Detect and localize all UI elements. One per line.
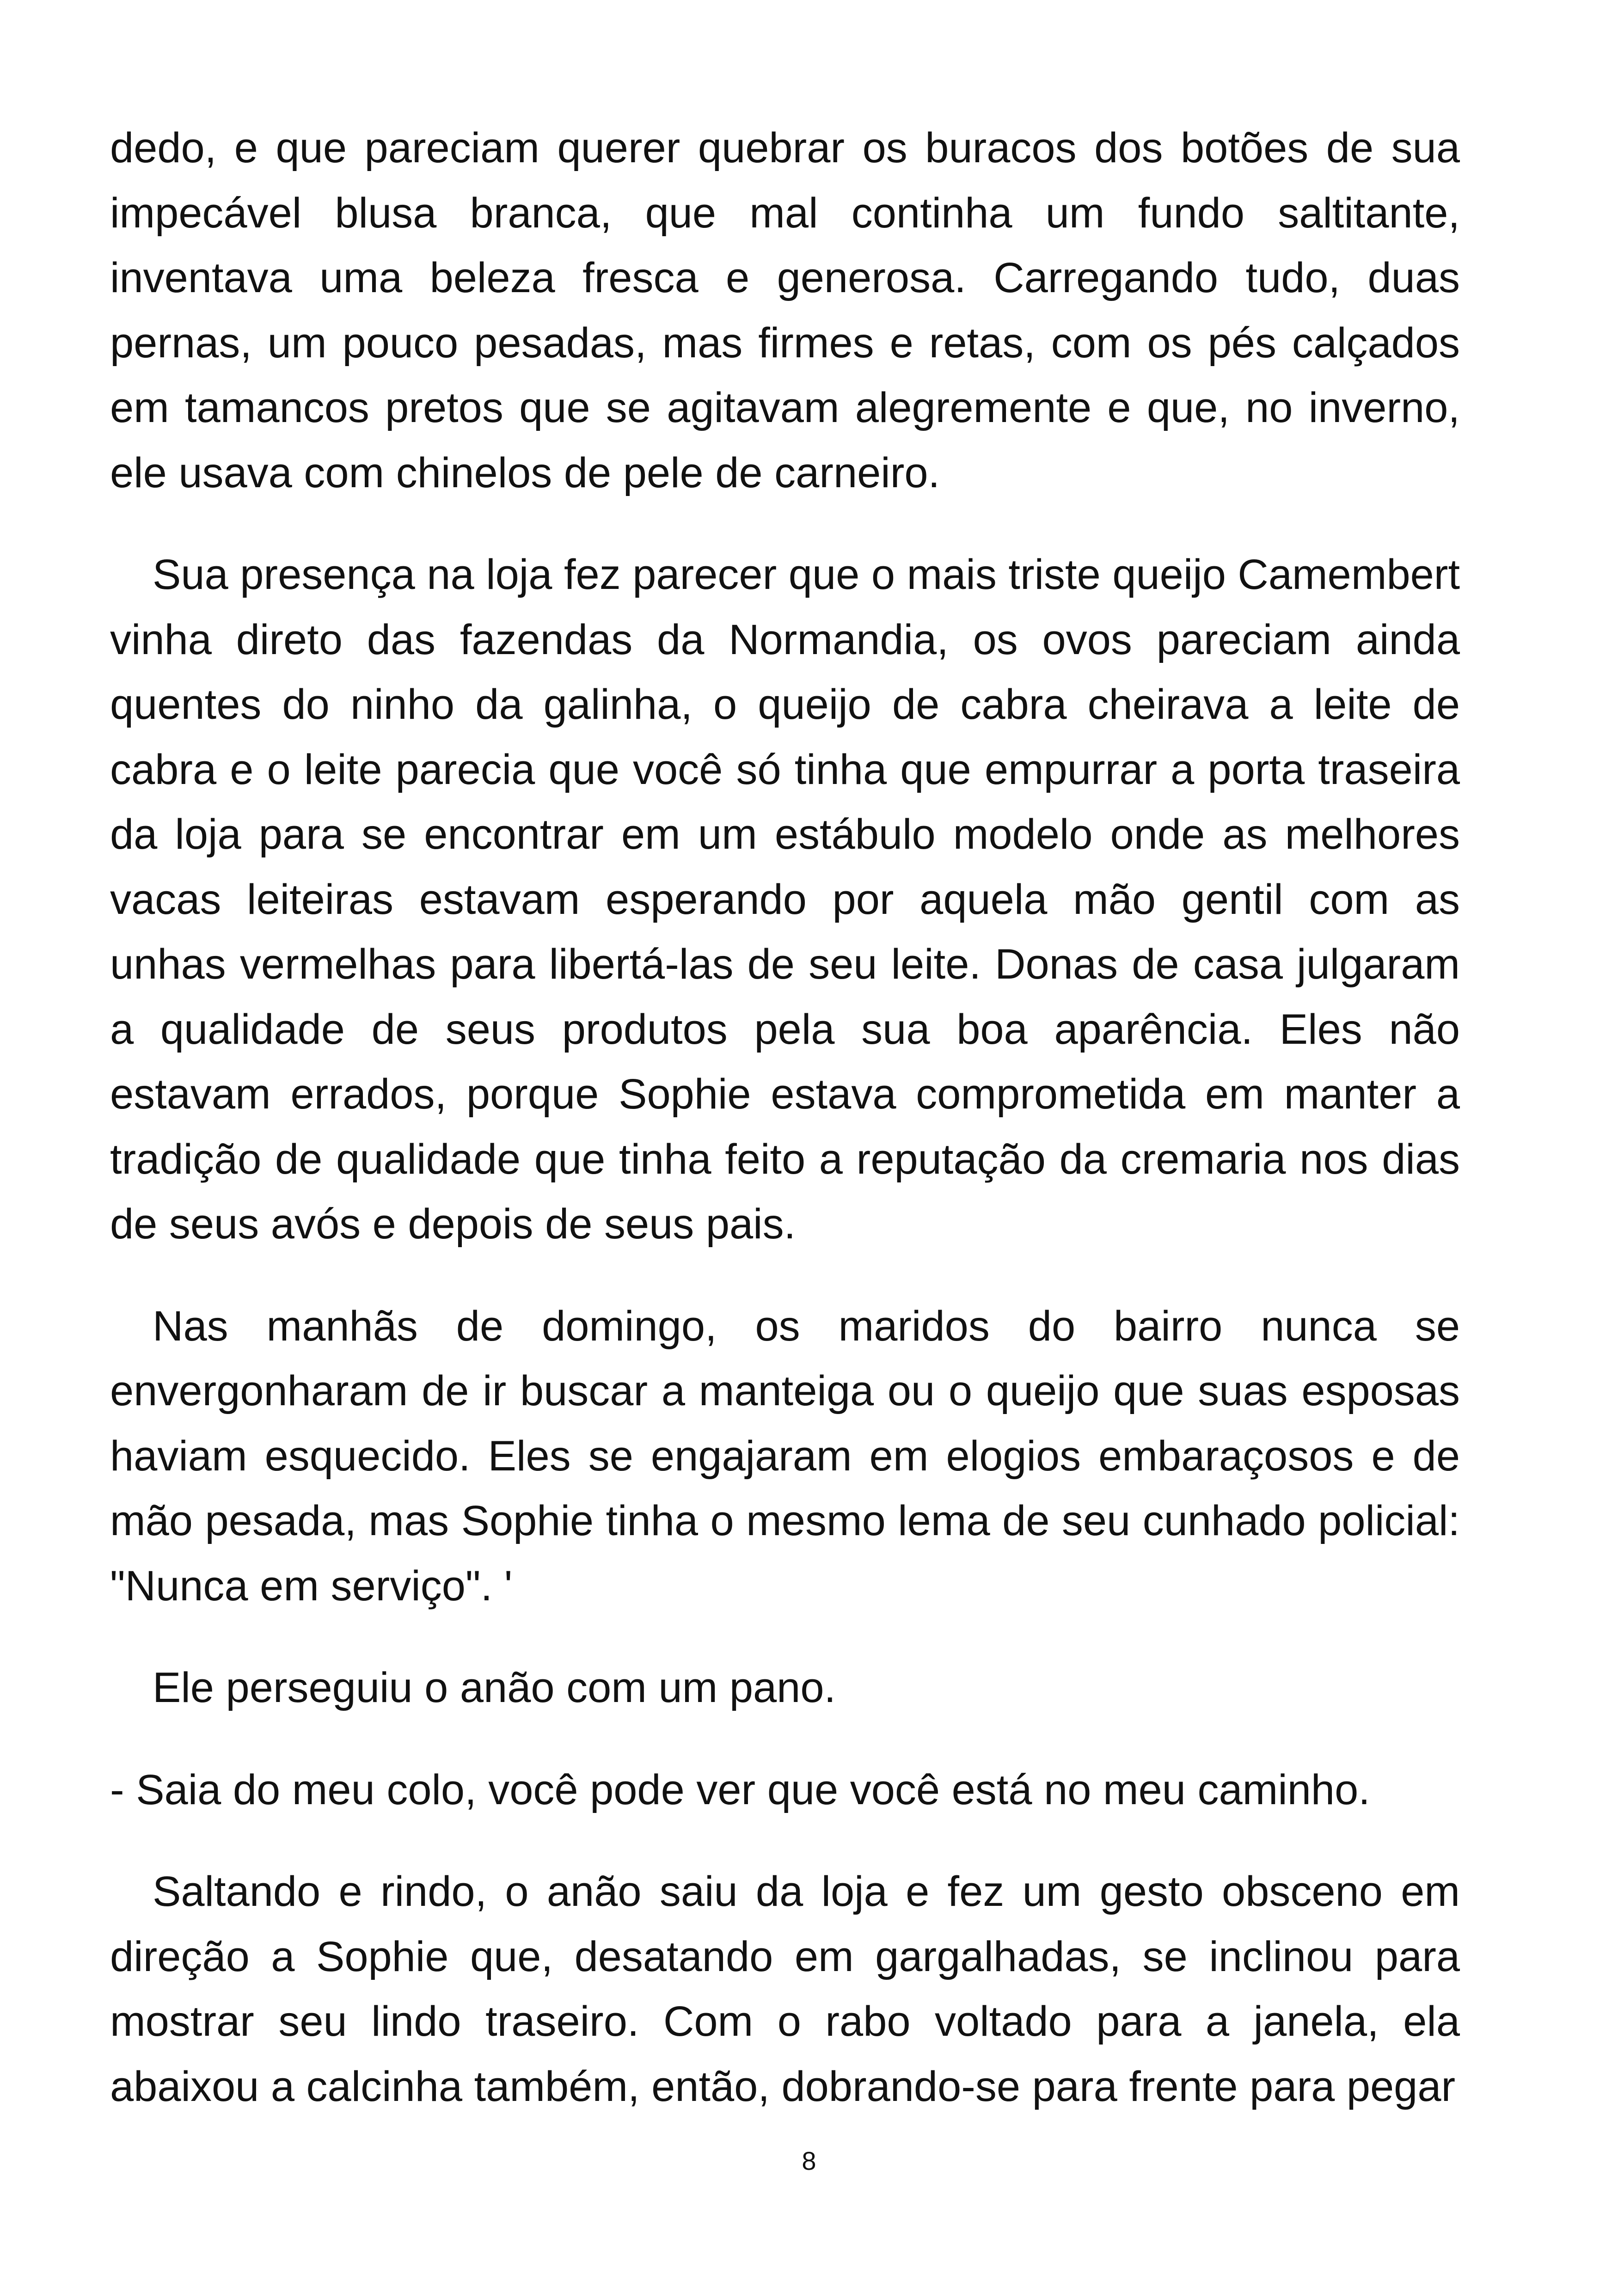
paragraph-chased-dwarf: Ele perseguiu o anão com um pano.: [153, 1664, 836, 1711]
paragraph-shop-presence: Sua presença na loja fez parecer que o mais triste queijo Camembert vinha direto das fazendas da Normandia, os ovos pareciam ainda quentes do ninho da galinha, o queijo de cabra cheirava a leite de cabra e o leite parecia que você só tinha que empurrar a porta traseira da loja para se encontrar em um estábulo modelo onde as melhores vacas leiteiras estavam esperando por aquela mão gentil com as unhas vermelhas para libertá-las de seu leite. Donas de casa julgaram a qualidade de seus produtos pela sua boa aparência. Eles não estavam errados, porque Sophie estava comprometida em manter a tradição de qualidade que tinha feito a reputação da cremaria nos dias de seus avós e depois de seus pais.: [110, 551, 1460, 1248]
paragraph-dwarf-leaves: Saltando e rindo, o anão saiu da loja e fez um gesto obsceno em direção a Sophie que, desatando em gargalhadas, se inclinou para mostrar seu lindo traseiro. Com o rabo voltado para a janela, ela abaixou a calcinha também, então, dobrando-se para frente para pegar: [110, 1868, 1460, 2110]
document-page: [110, 116, 1460, 2119]
dialogue-line: - Saia do meu colo, você pode ver que você está no meu caminho.: [110, 1766, 1370, 1813]
page-number: 8: [802, 2146, 816, 2175]
paragraph-sunday-mornings: Nas manhãs de domingo, os maridos do bairro nunca se envergonharam de ir buscar a manteiga ou o queijo que suas esposas haviam esquecido. Eles se engajaram em elogios embaraçosos e de mão pesada, mas Sophie tinha o mesmo lema de seu cunhado policial: "Nunca em serviço". ': [110, 1302, 1460, 1610]
paragraph-continuation: dedo, e que pareciam querer quebrar os buracos dos botões de sua impecável blusa branca, que mal continha um fundo saltitante, inventava uma beleza fresca e generosa. Carregando tudo, duas pernas, um pouco pesadas, mas firmes e retas, com os pés calçados em tamancos pretos que se agitavam alegremente e que, no inverno, ele usava com chinelos de pele de carneiro.: [110, 124, 1460, 496]
